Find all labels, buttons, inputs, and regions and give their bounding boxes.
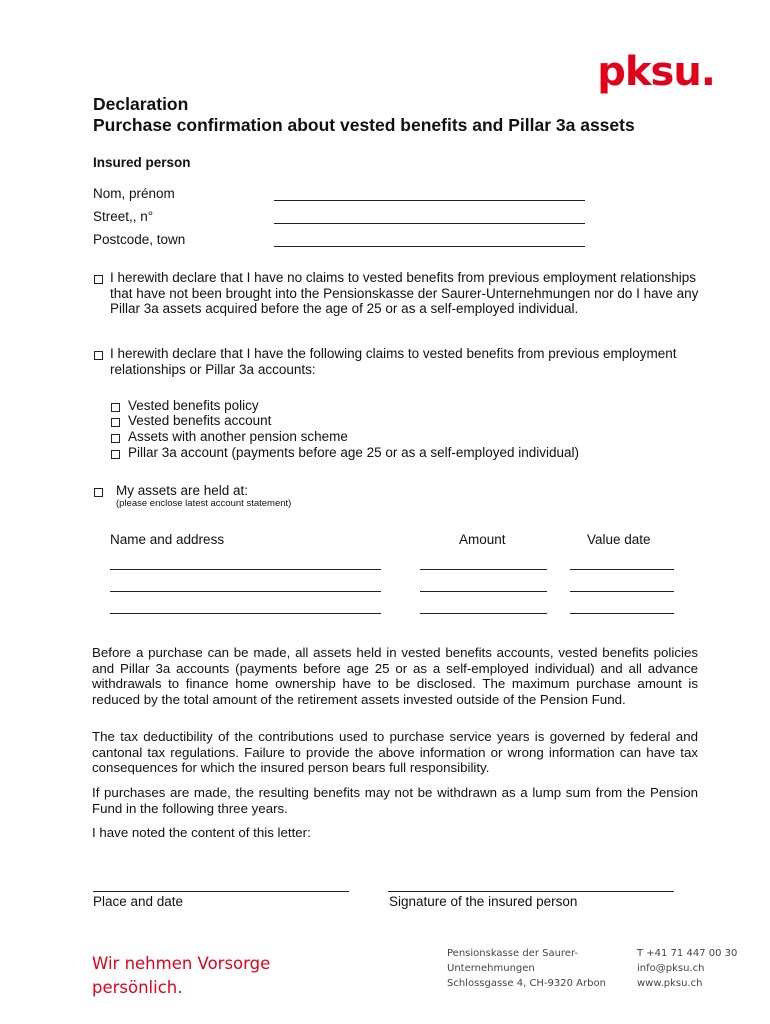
col-name-address: Name and address bbox=[110, 532, 225, 547]
pksu-logo: pksu. bbox=[597, 49, 715, 95]
row3-amount-field[interactable] bbox=[420, 613, 547, 614]
footer-address bbox=[447, 946, 606, 991]
declaration-title: Declaration bbox=[93, 94, 189, 114]
address-line3: Schlossgasse 4, CH-9320 Arbon bbox=[447, 978, 606, 989]
row3-date-field[interactable] bbox=[570, 613, 674, 614]
postcode-label: Postcode, town bbox=[93, 232, 186, 247]
name-field[interactable] bbox=[274, 200, 585, 201]
document-title: Purchase confirmation about vested benefits and Pillar 3a assets bbox=[93, 115, 635, 135]
phone: T +41 71 447 00 30 bbox=[637, 948, 738, 959]
other-scheme-label: Assets with another pension scheme bbox=[128, 429, 348, 444]
email-link[interactable]: info@pksu.ch bbox=[637, 963, 705, 974]
signature-field[interactable] bbox=[388, 891, 674, 892]
assets-held-label: My assets are held at: bbox=[116, 483, 249, 498]
vested-policy-label: Vested benefits policy bbox=[128, 398, 259, 413]
street-label: Street,, n° bbox=[93, 209, 154, 224]
signature-label: Signature of the insured person bbox=[389, 894, 578, 909]
assets-held-checkbox[interactable] bbox=[94, 488, 103, 497]
address-line1: Pensionskasse der Saurer- bbox=[447, 948, 579, 959]
street-field[interactable] bbox=[274, 223, 585, 224]
no-claims-text: I herewith declare that I have no claims to vested benefits from previous employment relationships that have not been brought into the Pensionskasse der Saurer-Unternehmungen nor do I have any Pillar 3a assets acquired before the age of 25 or as a self-employed individual. bbox=[110, 270, 699, 316]
col-amount: Amount bbox=[459, 532, 506, 547]
address-line2: Unternehmungen bbox=[447, 963, 535, 974]
has-claims-text: I herewith declare that I have the following claims to vested benefits from previous employment relationships or Pillar 3a accounts: bbox=[110, 346, 677, 377]
postcode-field[interactable] bbox=[274, 246, 585, 247]
vested-account-checkbox[interactable] bbox=[111, 418, 120, 427]
other-scheme-checkbox[interactable] bbox=[111, 434, 120, 443]
noted-paragraph: I have noted the content of this letter: bbox=[92, 825, 311, 840]
col-value-date: Value date bbox=[587, 532, 651, 547]
vested-account-label: Vested benefits account bbox=[128, 413, 272, 428]
row2-amount-field[interactable] bbox=[420, 591, 547, 592]
place-date-label: Place and date bbox=[93, 894, 184, 909]
row1-name-field[interactable] bbox=[110, 569, 381, 570]
tax-paragraph: The tax deductibility of the contributions used to purchase service years is governed by federal and cantonal tax regulations. Failure to provide the above information or wrong information can have tax consequences for which the insured person bears full responsibility. bbox=[92, 729, 698, 775]
place-date-field[interactable] bbox=[93, 891, 349, 892]
has-claims-checkbox[interactable] bbox=[94, 351, 103, 360]
insured-person-heading: Insured person bbox=[93, 155, 191, 170]
row2-name-field[interactable] bbox=[110, 591, 381, 592]
pillar3a-label: Pillar 3a account (payments before age 25 or as a self-employed individual) bbox=[128, 445, 579, 460]
slogan bbox=[92, 952, 270, 1000]
disclosure-paragraph: Before a purchase can be made, all assets held in vested benefits accounts, vested benefits policies and Pillar 3a accounts (payments before age 25 or as a self-employed individual) and all advance withdrawals to finance home ownership have to be disclosed. The maximum purchase amount is reduced by the total amount of the retirement assets invested outside of the Pension Fund. bbox=[92, 645, 698, 707]
withdrawal-paragraph: If purchases are made, the resulting benefits may not be withdrawn as a lump sum from the Pension Fund in the following three years. bbox=[92, 785, 698, 816]
slogan-line1: Wir nehmen Vorsorge bbox=[92, 954, 271, 973]
vested-policy-checkbox[interactable] bbox=[111, 403, 120, 412]
pillar3a-checkbox[interactable] bbox=[111, 450, 120, 459]
row2-date-field[interactable] bbox=[570, 591, 674, 592]
website-link[interactable]: www.pksu.ch bbox=[637, 978, 703, 989]
footer-contact bbox=[637, 946, 737, 991]
name-label: Nom, prénom bbox=[93, 186, 175, 201]
row1-amount-field[interactable] bbox=[420, 569, 547, 570]
row3-name-field[interactable] bbox=[110, 613, 381, 614]
no-claims-checkbox[interactable] bbox=[94, 275, 103, 284]
assets-note: (please enclose latest account statement) bbox=[116, 498, 292, 509]
row1-date-field[interactable] bbox=[570, 569, 674, 570]
slogan-line2: persönlich. bbox=[92, 978, 183, 997]
